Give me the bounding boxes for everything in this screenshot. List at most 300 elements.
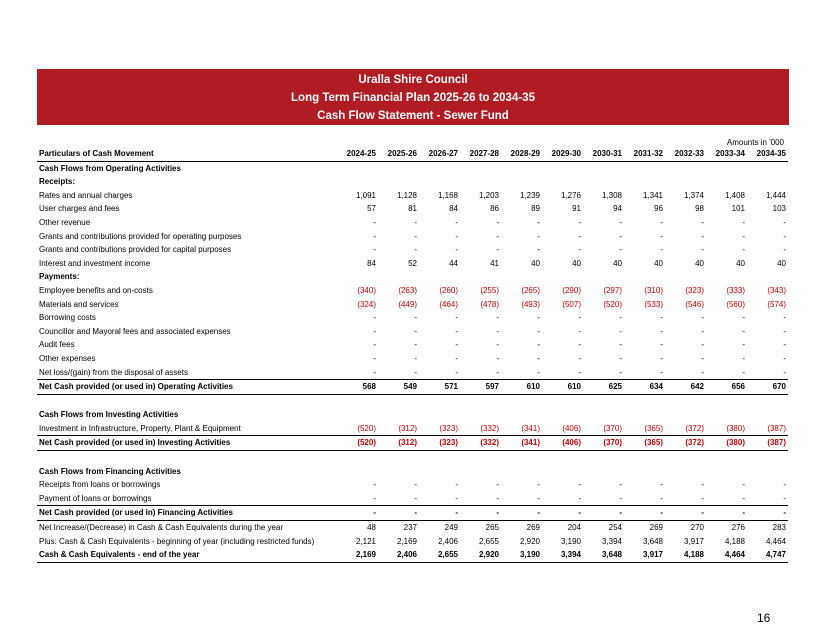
table-row xyxy=(37,352,788,366)
empty-cell xyxy=(583,161,624,175)
cell-value: 204 xyxy=(567,523,581,533)
empty-cell xyxy=(542,270,583,284)
empty-cell xyxy=(542,175,583,189)
cell-value: - xyxy=(414,231,417,241)
cell-value: - xyxy=(660,493,663,503)
cell-value: - xyxy=(496,493,499,503)
empty-cell xyxy=(747,270,788,284)
cell-value: 4,464 xyxy=(706,548,747,562)
cell-value: 1,374 xyxy=(683,190,704,200)
cell-value: - xyxy=(414,313,417,323)
cell-value: (546) xyxy=(685,299,704,309)
cell-value: - xyxy=(619,353,622,363)
cell-value: 276 xyxy=(731,523,745,533)
cell-value: 2,920 xyxy=(519,536,540,546)
table-row xyxy=(37,298,788,312)
statement-title: Cash Flow Statement - Sewer Fund xyxy=(317,110,509,122)
row-label: Receipts from loans or borrowings xyxy=(39,480,161,490)
cell-value: (507) xyxy=(562,299,581,309)
cell-value: - xyxy=(660,353,663,363)
cell-value: 3,648 xyxy=(642,536,663,546)
cell-value: - xyxy=(742,326,745,336)
empty-cell xyxy=(583,408,624,422)
empty-cell xyxy=(460,465,501,479)
cell-value: (312) xyxy=(398,423,417,433)
row-label: Other revenue xyxy=(39,217,91,227)
particulars-header: Particulars of Cash Movement xyxy=(39,149,154,158)
empty-cell xyxy=(706,451,747,465)
cell-value: 634 xyxy=(624,380,665,395)
cell-value: - xyxy=(578,326,581,336)
cell-value: 3,917 xyxy=(683,536,704,546)
cell-value: 237 xyxy=(403,523,417,533)
cell-value: - xyxy=(701,340,704,350)
cell-value: - xyxy=(619,326,622,336)
council-name: Uralla Shire Council xyxy=(358,74,468,86)
empty-cell xyxy=(583,270,624,284)
cell-value: - xyxy=(496,340,499,350)
cell-value: (365) xyxy=(624,436,665,451)
cell-value: - xyxy=(455,245,458,255)
cell-value: - xyxy=(373,340,376,350)
cell-value: 2,406 xyxy=(378,548,419,562)
empty-cell xyxy=(665,408,706,422)
cell-value: 84 xyxy=(449,204,458,214)
cell-value: - xyxy=(537,231,540,241)
empty-cell xyxy=(419,451,460,465)
empty-cell xyxy=(542,465,583,479)
empty-cell xyxy=(706,465,747,479)
row-label: Cash Flows from Financing Activities xyxy=(39,466,181,476)
cell-value: 642 xyxy=(665,380,706,395)
cell-value: - xyxy=(419,506,460,521)
cell-value: - xyxy=(414,493,417,503)
empty-cell xyxy=(583,175,624,189)
page-number: 16 xyxy=(757,611,771,625)
cell-value: - xyxy=(455,217,458,227)
cell-value: - xyxy=(665,506,706,521)
empty-cell xyxy=(419,161,460,175)
cell-value: - xyxy=(542,506,583,521)
row-label: Plus: Cash & Cash Equivalents - beginning of year (including restricted funds) xyxy=(39,536,315,546)
cell-value: 40 xyxy=(613,258,622,268)
cell-value: (370) xyxy=(583,436,624,451)
empty-cell xyxy=(542,161,583,175)
cell-value: 269 xyxy=(649,523,663,533)
table-body xyxy=(37,161,788,562)
cell-value: (263) xyxy=(398,285,417,295)
empty-cell xyxy=(665,175,706,189)
empty-cell xyxy=(542,451,583,465)
cash-flow-table xyxy=(37,147,788,563)
cell-value: - xyxy=(701,231,704,241)
cell-value: - xyxy=(624,506,665,521)
cell-value: - xyxy=(373,353,376,363)
empty-cell xyxy=(706,394,747,408)
cell-value: - xyxy=(660,245,663,255)
cell-value: - xyxy=(619,367,622,377)
cell-value: - xyxy=(701,245,704,255)
cell-value: (520) xyxy=(603,299,622,309)
cell-value: 1,276 xyxy=(560,190,581,200)
empty-cell xyxy=(624,451,665,465)
cell-value: - xyxy=(578,231,581,241)
cell-value: - xyxy=(578,313,581,323)
cell-value: - xyxy=(373,480,376,490)
empty-cell xyxy=(337,161,378,175)
cell-value: - xyxy=(373,313,376,323)
row-label: Councillor and Mayoral fees and associated expenses xyxy=(39,326,231,336)
cell-value: 549 xyxy=(378,380,419,395)
cell-value: 2,655 xyxy=(478,536,499,546)
cell-value: 41 xyxy=(490,258,499,268)
empty-cell xyxy=(419,408,460,422)
row-label: Payments: xyxy=(39,272,80,282)
cell-value: - xyxy=(660,480,663,490)
empty-cell xyxy=(542,408,583,422)
row-label: Grants and contributions provided for operating purposes xyxy=(39,231,242,241)
year-header: 2033-34 xyxy=(715,149,745,158)
table-row xyxy=(37,521,788,535)
empty-cell xyxy=(378,451,419,465)
row-label: Grants and contributions provided for capital purposes xyxy=(39,245,232,255)
cell-value: - xyxy=(414,480,417,490)
cell-value: - xyxy=(537,480,540,490)
section-heading-row xyxy=(37,175,788,189)
cell-value: (341) xyxy=(521,423,540,433)
cell-value: - xyxy=(578,493,581,503)
cell-value: 3,648 xyxy=(583,548,624,562)
cell-value: (520) xyxy=(337,436,378,451)
cell-value: 4,188 xyxy=(724,536,745,546)
cell-value: - xyxy=(742,367,745,377)
cell-value: 2,406 xyxy=(437,536,458,546)
cell-value: - xyxy=(783,480,786,490)
cell-value: - xyxy=(578,217,581,227)
table-row xyxy=(37,535,788,549)
spacer-row xyxy=(37,451,788,465)
cell-value: - xyxy=(578,340,581,350)
table-row xyxy=(37,422,788,436)
table-row xyxy=(37,189,788,203)
empty-cell xyxy=(583,394,624,408)
cell-value: - xyxy=(706,506,747,521)
cell-value: (323) xyxy=(685,285,704,295)
cell-value: 98 xyxy=(695,204,704,214)
row-label: Receipts: xyxy=(39,177,76,187)
empty-cell xyxy=(624,408,665,422)
cell-value: - xyxy=(742,313,745,323)
row-label xyxy=(37,394,337,408)
cell-value: - xyxy=(537,245,540,255)
cell-value: - xyxy=(414,326,417,336)
cell-value: 2,169 xyxy=(337,548,378,562)
cell-value: (560) xyxy=(726,299,745,309)
cell-value: (332) xyxy=(480,423,499,433)
year-header: 2032-33 xyxy=(674,149,704,158)
cell-value: 3,190 xyxy=(501,548,542,562)
cell-value: - xyxy=(373,493,376,503)
cell-value: 96 xyxy=(654,204,663,214)
year-header: 2029-30 xyxy=(551,149,581,158)
cell-value: - xyxy=(619,480,622,490)
cell-value: - xyxy=(660,326,663,336)
cell-value: (343) xyxy=(767,285,786,295)
cell-value: 1,128 xyxy=(396,190,417,200)
closing-balance-row xyxy=(37,548,788,562)
empty-cell xyxy=(665,161,706,175)
table-row xyxy=(37,230,788,244)
cell-value: (493) xyxy=(521,299,540,309)
cell-value: - xyxy=(537,340,540,350)
spacer-row xyxy=(37,394,788,408)
row-label: Net Cash provided (or used in) Operating Activities xyxy=(37,380,337,395)
cell-value: 670 xyxy=(747,380,788,395)
row-label: Net Increase/(Decrease) in Cash & Cash Equivalents during the year xyxy=(39,523,284,533)
cell-value: 40 xyxy=(572,258,581,268)
row-label: Borrowing costs xyxy=(39,313,96,323)
empty-cell xyxy=(706,161,747,175)
cell-value: - xyxy=(742,480,745,490)
cell-value: - xyxy=(783,340,786,350)
cell-value: - xyxy=(701,367,704,377)
table-row xyxy=(37,366,788,380)
empty-cell xyxy=(624,161,665,175)
row-label: Materials and services xyxy=(39,299,119,309)
cell-value: 254 xyxy=(608,523,622,533)
cell-value: - xyxy=(537,353,540,363)
table-header-row xyxy=(37,147,788,161)
cell-value: - xyxy=(619,493,622,503)
cell-value: - xyxy=(742,353,745,363)
cell-value: - xyxy=(496,326,499,336)
cell-value: - xyxy=(414,340,417,350)
row-label: Cash Flows from Investing Activities xyxy=(39,410,179,420)
cell-value: - xyxy=(619,340,622,350)
cell-value: 610 xyxy=(501,380,542,395)
cell-value: - xyxy=(783,367,786,377)
cell-value: 4,188 xyxy=(665,548,706,562)
cell-value: (574) xyxy=(767,299,786,309)
row-label: Cash Flows from Operating Activities xyxy=(39,163,181,173)
cell-value: - xyxy=(455,480,458,490)
cell-value: - xyxy=(496,245,499,255)
cell-value: 1,168 xyxy=(437,190,458,200)
empty-cell xyxy=(583,451,624,465)
empty-cell xyxy=(665,465,706,479)
empty-cell xyxy=(378,175,419,189)
table-row xyxy=(37,338,788,352)
cell-value: - xyxy=(701,217,704,227)
cell-value: - xyxy=(373,231,376,241)
cell-value: 40 xyxy=(531,258,540,268)
cell-value: 269 xyxy=(526,523,540,533)
cell-value: - xyxy=(455,313,458,323)
cell-value: - xyxy=(414,353,417,363)
cell-value: - xyxy=(537,217,540,227)
empty-cell xyxy=(747,161,788,175)
empty-cell xyxy=(747,451,788,465)
empty-cell xyxy=(460,175,501,189)
empty-cell xyxy=(378,394,419,408)
cell-value: - xyxy=(501,506,542,521)
year-header: 2027-28 xyxy=(469,149,499,158)
cell-value: - xyxy=(373,367,376,377)
cell-value: - xyxy=(496,480,499,490)
units-note: Amounts in '000 xyxy=(726,138,784,147)
plan-title: Long Term Financial Plan 2025-26 to 2034-35 xyxy=(291,92,535,104)
cell-value: - xyxy=(578,367,581,377)
empty-cell xyxy=(337,408,378,422)
cell-value: (265) xyxy=(521,285,540,295)
cell-value: (255) xyxy=(480,285,499,295)
cell-value: - xyxy=(378,506,419,521)
empty-cell xyxy=(665,394,706,408)
cell-value: - xyxy=(742,340,745,350)
cell-value: - xyxy=(660,340,663,350)
cell-value: 610 xyxy=(542,380,583,395)
cell-value: (324) xyxy=(357,299,376,309)
cell-value: (387) xyxy=(747,436,788,451)
row-label: Employee benefits and on-costs xyxy=(39,285,153,295)
empty-cell xyxy=(747,465,788,479)
cell-value: - xyxy=(455,340,458,350)
cell-value: (478) xyxy=(480,299,499,309)
cell-value: 2,121 xyxy=(355,536,376,546)
cell-value: - xyxy=(373,326,376,336)
cell-value: (260) xyxy=(439,285,458,295)
empty-cell xyxy=(378,465,419,479)
year-header: 2024-25 xyxy=(346,149,376,158)
cell-value: - xyxy=(373,245,376,255)
cell-value: (341) xyxy=(501,436,542,451)
cell-value: - xyxy=(537,313,540,323)
cell-value: - xyxy=(783,493,786,503)
empty-cell xyxy=(501,408,542,422)
empty-cell xyxy=(378,161,419,175)
cell-value: - xyxy=(783,326,786,336)
cell-value: 4,464 xyxy=(765,536,786,546)
cell-value: 103 xyxy=(772,204,786,214)
cell-value: 3,190 xyxy=(560,536,581,546)
empty-cell xyxy=(665,451,706,465)
table-row xyxy=(37,325,788,339)
row-label: Interest and investment income xyxy=(39,258,151,268)
row-label xyxy=(37,451,337,465)
cell-value: - xyxy=(747,506,788,521)
cell-value: - xyxy=(455,367,458,377)
cell-value: - xyxy=(537,367,540,377)
cell-value: - xyxy=(414,245,417,255)
cell-value: 3,917 xyxy=(624,548,665,562)
empty-cell xyxy=(747,175,788,189)
cell-value: - xyxy=(742,245,745,255)
cell-value: 283 xyxy=(772,523,786,533)
cell-value: - xyxy=(783,245,786,255)
cell-value: (340) xyxy=(357,285,376,295)
table-row xyxy=(37,492,788,506)
year-header: 2026-27 xyxy=(428,149,458,158)
empty-cell xyxy=(706,175,747,189)
empty-cell xyxy=(624,465,665,479)
empty-cell xyxy=(378,408,419,422)
cell-value: 3,394 xyxy=(542,548,583,562)
cell-value: 81 xyxy=(408,204,417,214)
cell-value: 48 xyxy=(367,523,376,533)
empty-cell xyxy=(583,465,624,479)
cell-value: - xyxy=(414,367,417,377)
cell-value: - xyxy=(460,506,501,521)
cell-value: - xyxy=(578,245,581,255)
empty-cell xyxy=(460,394,501,408)
empty-cell xyxy=(337,451,378,465)
empty-cell xyxy=(419,394,460,408)
row-label: User charges and fees xyxy=(39,204,120,214)
cell-value: - xyxy=(496,217,499,227)
table-row xyxy=(37,284,788,298)
cell-value: - xyxy=(701,326,704,336)
empty-cell xyxy=(624,175,665,189)
cell-value: 101 xyxy=(731,204,745,214)
empty-cell xyxy=(624,270,665,284)
table-row xyxy=(37,202,788,216)
empty-cell xyxy=(747,394,788,408)
cell-value: 1,444 xyxy=(765,190,786,200)
cell-value: - xyxy=(783,313,786,323)
cell-value: - xyxy=(619,217,622,227)
report-title-banner xyxy=(37,69,789,125)
empty-cell xyxy=(337,394,378,408)
cell-value: - xyxy=(783,353,786,363)
cell-value: - xyxy=(619,231,622,241)
cell-value: 3,394 xyxy=(601,536,622,546)
cell-value: (365) xyxy=(644,423,663,433)
cell-value: - xyxy=(701,480,704,490)
cell-value: - xyxy=(660,313,663,323)
empty-cell xyxy=(665,270,706,284)
cell-value: 86 xyxy=(490,204,499,214)
empty-cell xyxy=(460,270,501,284)
cell-value: - xyxy=(742,217,745,227)
section-heading-row xyxy=(37,270,788,284)
cell-value: (387) xyxy=(767,423,786,433)
cell-value: (380) xyxy=(706,436,747,451)
empty-cell xyxy=(419,465,460,479)
cell-value: - xyxy=(660,217,663,227)
cell-value: 94 xyxy=(613,204,622,214)
subtotal-row xyxy=(37,380,788,395)
cell-value: 625 xyxy=(583,380,624,395)
cell-value: - xyxy=(578,353,581,363)
empty-cell xyxy=(706,270,747,284)
year-header: 2031-32 xyxy=(633,149,663,158)
cell-value: 571 xyxy=(419,380,460,395)
empty-cell xyxy=(501,270,542,284)
cell-value: 44 xyxy=(449,258,458,268)
cell-value: - xyxy=(455,353,458,363)
table-row xyxy=(37,216,788,230)
row-label: Payment of loans or borrowings xyxy=(39,493,152,503)
section-heading-row xyxy=(37,408,788,422)
cell-value: - xyxy=(578,480,581,490)
cell-value: - xyxy=(701,493,704,503)
cell-value: - xyxy=(701,353,704,363)
empty-cell xyxy=(337,465,378,479)
subtotal-row xyxy=(37,436,788,451)
empty-cell xyxy=(419,175,460,189)
cell-value: (312) xyxy=(378,436,419,451)
cell-value: 57 xyxy=(367,204,376,214)
